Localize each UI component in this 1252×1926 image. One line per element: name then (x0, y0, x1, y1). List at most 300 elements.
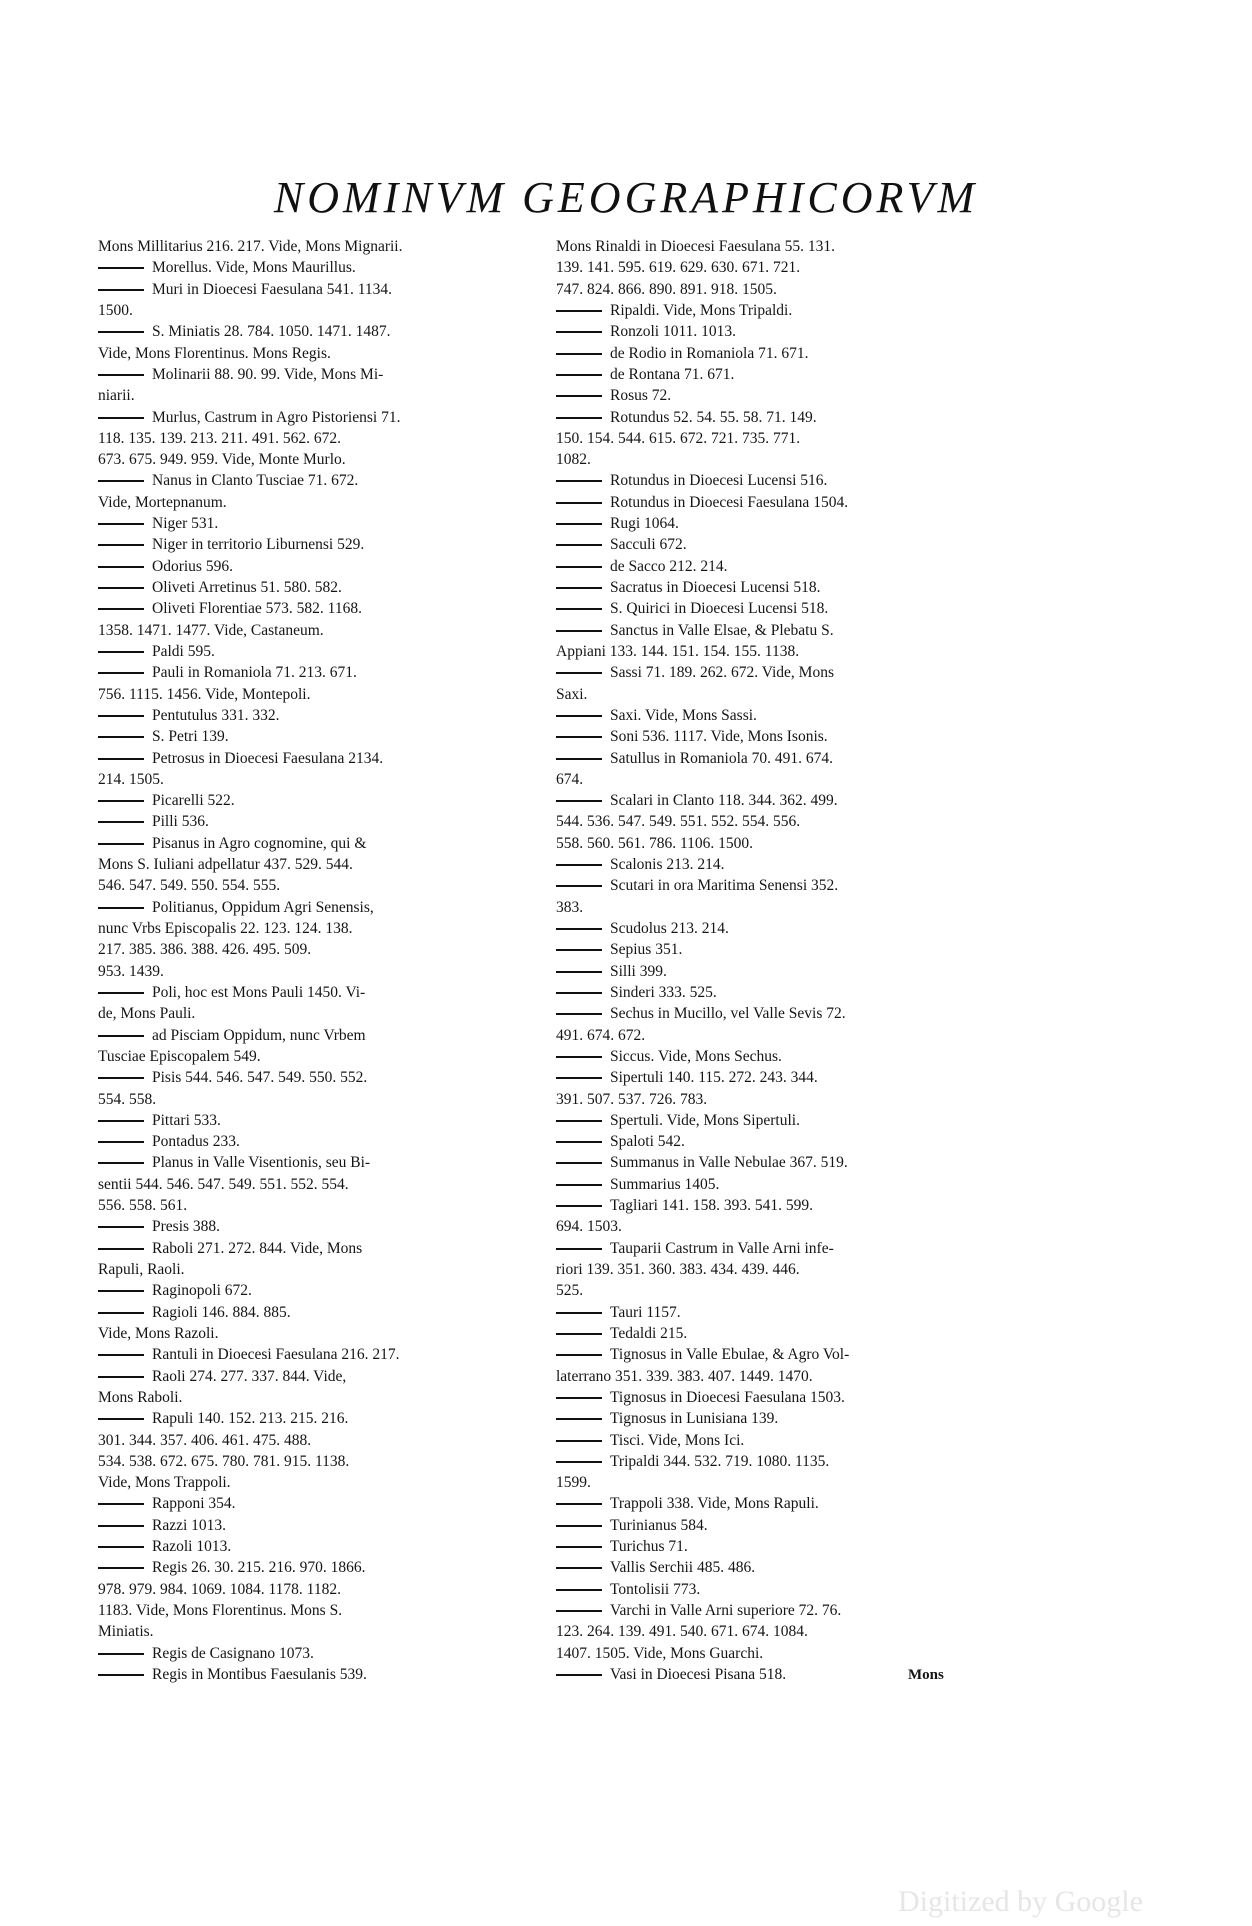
index-line-text: Miniatis. (98, 1623, 154, 1640)
repeat-dash (556, 608, 602, 610)
index-line-text: Molinarii 88. 90. 99. Vide, Mons Mi- (152, 366, 384, 383)
repeat-dash (98, 758, 144, 760)
index-line (556, 429, 1008, 449)
repeat-dash (556, 992, 602, 994)
index-line (556, 408, 1008, 428)
index-line (556, 1452, 1008, 1472)
index-line-text: Summanus in Valle Nebulae 367. 519. (610, 1154, 848, 1171)
index-line (98, 1303, 528, 1323)
page-title: NOMINVM GEOGRAPHICORVM (273, 173, 979, 222)
index-line (98, 1409, 528, 1429)
index-line-text: Saxi. (556, 686, 588, 703)
repeat-dash (556, 1440, 602, 1442)
index-line (98, 1665, 528, 1685)
index-line (98, 1175, 528, 1195)
index-line-text: Sassi 71. 189. 262. 672. Vide, Mons (610, 664, 834, 681)
repeat-dash (556, 758, 602, 760)
index-line-text: Ripaldi. Vide, Mons Tripaldi. (610, 302, 793, 319)
index-line (556, 1004, 1008, 1024)
index-line-text: Razoli 1013. (152, 1538, 232, 1555)
index-line-text: sentii 544. 546. 547. 549. 551. 552. 554. (98, 1176, 349, 1193)
index-line-text: Vide, Mortepnanum. (98, 494, 227, 511)
index-line (98, 727, 528, 747)
index-line-text: Sipertuli 140. 115. 272. 243. 344. (610, 1069, 818, 1086)
index-line (98, 429, 528, 449)
index-line-text: Sepius 351. (610, 941, 683, 958)
index-line-text: S. Miniatis 28. 784. 1050. 1471. 1487. (152, 323, 391, 340)
index-line-text: Presis 388. (152, 1218, 221, 1235)
index-line (98, 386, 528, 406)
index-line-text: Pittari 533. (152, 1112, 221, 1129)
index-line-text: 383. (556, 899, 584, 916)
index-line-text: Summarius 1405. (610, 1176, 720, 1193)
index-line (556, 962, 1008, 982)
index-line (556, 1047, 1008, 1067)
index-line-text: 673. 675. 949. 959. Vide, Monte Murlo. (98, 451, 346, 468)
index-line-text: 118. 135. 139. 213. 211. 491. 562. 672. (98, 430, 341, 447)
index-line-text: Satullus in Romaniola 70. 491. 674. (610, 750, 834, 767)
repeat-dash (98, 1290, 144, 1292)
index-line (98, 1047, 528, 1067)
index-line-text: Scalonis 213. 214. (610, 856, 725, 873)
index-line (556, 1622, 1008, 1642)
index-line-text: Pauli in Romaniola 71. 213. 671. (152, 664, 357, 681)
index-line (556, 1324, 1008, 1344)
index-line-text: Spertuli. Vide, Mons Sipertuli. (610, 1112, 800, 1129)
index-line (98, 301, 528, 321)
index-line (556, 1516, 1008, 1536)
index-line-text: Ronzoli 1011. 1013. (610, 323, 737, 340)
repeat-dash (98, 736, 144, 738)
repeat-dash (556, 949, 602, 951)
index-line (556, 386, 1008, 406)
repeat-dash (556, 1674, 602, 1676)
index-line (556, 1260, 1008, 1280)
index-line (98, 983, 528, 1003)
index-line (556, 237, 1008, 257)
repeat-dash (98, 374, 144, 376)
index-line-text: 1082. (556, 451, 591, 468)
repeat-dash (556, 1077, 602, 1079)
index-line-text: Raginopoli 672. (152, 1282, 252, 1299)
index-line-text: Nanus in Clanto Tusciae 71. 672. (152, 472, 359, 489)
index-line (556, 1494, 1008, 1514)
repeat-dash (556, 1248, 602, 1250)
index-line-text: Mons Rinaldi in Dioecesi Faesulana 55. 131. (556, 238, 835, 255)
index-line-text: Sinderi 333. 525. (610, 984, 717, 1001)
index-line-text: riori 139. 351. 360. 383. 434. 439. 446. (556, 1261, 800, 1278)
index-line-text: Rapuli, Raoli. (98, 1261, 185, 1278)
index-line-text: 1183. Vide, Mons Florentinus. Mons S. (98, 1602, 343, 1619)
index-line-text: Turichus 71. (610, 1538, 688, 1555)
index-line-text: Tignosus in Lunisiana 139. (610, 1410, 779, 1427)
index-line-text: Tignosus in Dioecesi Faesulana 1503. (610, 1389, 845, 1406)
index-line (556, 1196, 1008, 1216)
index-line (98, 1622, 528, 1642)
index-line (98, 685, 528, 705)
index-line-text: 694. 1503. (556, 1218, 622, 1235)
index-line (98, 1473, 528, 1493)
index-line (98, 791, 528, 811)
index-line-text: Planus in Valle Visentionis, seu Bi- (152, 1154, 371, 1171)
index-line-text: 1407. 1505. Vide, Mons Guarchi. (556, 1645, 764, 1662)
index-line-text: Morellus. Vide, Mons Maurillus. (152, 259, 356, 276)
index-line-text: Tusciae Episcopalem 549. (98, 1048, 261, 1065)
repeat-dash (556, 928, 602, 930)
repeat-dash (556, 1461, 602, 1463)
index-line (556, 1431, 1008, 1451)
index-line (556, 1303, 1008, 1323)
index-line (556, 812, 1008, 832)
index-line (556, 1644, 1008, 1664)
index-line-text: 534. 538. 672. 675. 780. 781. 915. 1138. (98, 1453, 350, 1470)
repeat-dash (556, 1503, 602, 1505)
index-line-text: Mons Raboli. (98, 1389, 183, 1406)
index-line-text: Pilli 536. (152, 813, 209, 830)
index-line (98, 876, 528, 896)
repeat-dash (98, 1376, 144, 1378)
index-line-text: Scalari in Clanto 118. 344. 362. 499. (610, 792, 838, 809)
repeat-dash (556, 1610, 602, 1612)
index-line-text: nunc Vrbs Episcopalis 22. 123. 124. 138. (98, 920, 353, 937)
repeat-dash (98, 544, 144, 546)
index-line-text: Tignosus in Valle Ebulae, & Agro Vol- (610, 1346, 850, 1363)
index-line-text: Niger 531. (152, 515, 219, 532)
index-line-text: Odorius 596. (152, 558, 233, 575)
index-line (556, 258, 1008, 278)
index-line (98, 578, 528, 598)
repeat-dash (556, 1525, 602, 1527)
index-line (98, 749, 528, 769)
index-line (556, 940, 1008, 960)
index-line (556, 663, 1008, 683)
index-line-text: Trappoli 338. Vide, Mons Rapuli. (610, 1495, 819, 1512)
index-line-text: Regis 26. 30. 215. 216. 970. 1866. (152, 1559, 366, 1576)
index-line (556, 685, 1008, 705)
repeat-dash (556, 523, 602, 525)
index-line-text: Rugi 1064. (610, 515, 679, 532)
repeat-dash (556, 1546, 602, 1548)
index-line-text: Pisanus in Agro cognomine, qui & (152, 835, 367, 852)
repeat-dash (556, 971, 602, 973)
index-line-text: Tedaldi 215. (610, 1325, 688, 1342)
index-line-text: Rotundus 52. 54. 55. 58. 71. 149. (610, 409, 817, 426)
index-line-text: 491. 674. 672. (556, 1027, 646, 1044)
repeat-dash (98, 1418, 144, 1420)
index-line-text: Tauparii Castrum in Valle Arni infe- (610, 1240, 834, 1257)
index-line-text: S. Quirici in Dioecesi Lucensi 518. (610, 600, 829, 617)
index-line-text: 558. 560. 561. 786. 1106. 1500. (556, 835, 754, 852)
index-line-text: Oliveti Arretinus 51. 580. 582. (152, 579, 342, 596)
index-line (98, 514, 528, 534)
index-line (98, 1239, 528, 1259)
index-line-text: Rotundus in Dioecesi Lucensi 516. (610, 472, 828, 489)
index-line-text: Politianus, Oppidum Agri Senensis, (152, 899, 374, 916)
index-line-text: Siccus. Vide, Mons Sechus. (610, 1048, 782, 1065)
index-line (556, 599, 1008, 619)
index-line (98, 1644, 528, 1664)
index-line-text: 214. 1505. (98, 771, 164, 788)
index-line (556, 1026, 1008, 1046)
repeat-dash (98, 1546, 144, 1548)
index-line-text: Appiani 133. 144. 151. 154. 155. 1138. (556, 643, 800, 660)
index-line-text: Vide, Mons Trappoli. (98, 1474, 231, 1491)
repeat-dash (556, 672, 602, 674)
index-line-text: Soni 536. 1117. Vide, Mons Isonis. (610, 728, 828, 745)
index-line (556, 770, 1008, 790)
index-line-text: Turinianus 584. (610, 1517, 708, 1534)
repeat-dash (556, 1056, 602, 1058)
index-line (98, 706, 528, 726)
index-line-text: Tauri 1157. (610, 1304, 681, 1321)
index-line-text: 546. 547. 549. 550. 554. 555. (98, 877, 281, 894)
index-line-text: 674. (556, 771, 584, 788)
index-line-text: Mons S. Iuliani adpellatur 437. 529. 544. (98, 856, 353, 873)
index-line (98, 919, 528, 939)
index-line-text: Niger in territorio Liburnensi 529. (152, 536, 365, 553)
index-line (556, 1473, 1008, 1493)
index-line (98, 1026, 528, 1046)
index-line (556, 578, 1008, 598)
repeat-dash (556, 1312, 602, 1314)
index-line-text: Scudolus 213. 214. (610, 920, 729, 937)
index-line (98, 770, 528, 790)
index-line (556, 919, 1008, 939)
index-line (98, 237, 528, 257)
index-line-text: Picarelli 522. (152, 792, 235, 809)
index-line (98, 1111, 528, 1131)
index-line (98, 1132, 528, 1152)
repeat-dash (98, 1120, 144, 1122)
index-line (98, 834, 528, 854)
index-line-text: Varchi in Valle Arni superiore 72. 76. (610, 1602, 842, 1619)
repeat-dash (98, 1503, 144, 1505)
repeat-dash (98, 566, 144, 568)
repeat-dash (98, 1226, 144, 1228)
index-line (98, 1537, 528, 1557)
index-line (556, 1239, 1008, 1259)
index-line (556, 344, 1008, 364)
repeat-dash (98, 1077, 144, 1079)
index-line (556, 493, 1008, 513)
index-line-text: laterrano 351. 339. 383. 407. 1449. 1470. (556, 1368, 813, 1385)
index-line (556, 642, 1008, 662)
repeat-dash (98, 672, 144, 674)
repeat-dash (98, 289, 144, 291)
index-line (98, 1431, 528, 1451)
index-line (556, 834, 1008, 854)
index-line (556, 322, 1008, 342)
index-line-text: 139. 141. 595. 619. 629. 630. 671. 721. (556, 259, 801, 276)
index-line (98, 898, 528, 918)
repeat-dash (98, 821, 144, 823)
index-line (98, 1068, 528, 1088)
index-line (556, 983, 1008, 1003)
index-line-text: Paldi 595. (152, 643, 215, 660)
index-line-text: Pentutulus 331. 332. (152, 707, 280, 724)
repeat-dash (98, 608, 144, 610)
repeat-dash (556, 331, 602, 333)
repeat-dash (556, 544, 602, 546)
repeat-dash (556, 1589, 602, 1591)
index-line-text: de Rontana 71. 671. (610, 366, 735, 383)
index-line (98, 1260, 528, 1280)
index-line (556, 557, 1008, 577)
repeat-dash (556, 885, 602, 887)
index-line-text: Sacculi 672. (610, 536, 687, 553)
index-line-text: 1358. 1471. 1477. Vide, Castaneum. (98, 622, 324, 639)
index-line (556, 621, 1008, 641)
repeat-dash (98, 992, 144, 994)
index-line-text: Murlus, Castrum in Agro Pistoriensi 71. (152, 409, 401, 426)
index-line-text: Vallis Serchii 485. 486. (610, 1559, 756, 1576)
index-line-text: Raoli 274. 277. 337. 844. Vide, (152, 1368, 347, 1385)
repeat-dash (556, 1184, 602, 1186)
index-line-text: de, Mons Pauli. (98, 1005, 196, 1022)
index-line-text: 1500. (98, 302, 133, 319)
index-line-text: 217. 385. 386. 388. 426. 495. 509. (98, 941, 312, 958)
index-line (556, 749, 1008, 769)
repeat-dash (98, 1653, 144, 1655)
index-line (98, 1367, 528, 1387)
index-line-text: 150. 154. 544. 615. 672. 721. 735. 771. (556, 430, 801, 447)
index-line (98, 1324, 528, 1344)
index-line-text: Pisis 544. 546. 547. 549. 550. 552. (152, 1069, 368, 1086)
index-line (556, 450, 1008, 470)
index-line-text: Scutari in ora Maritima Senensi 352. (610, 877, 839, 894)
repeat-dash (556, 417, 602, 419)
index-line (556, 855, 1008, 875)
repeat-dash (556, 480, 602, 482)
index-line (98, 450, 528, 470)
index-line (98, 280, 528, 300)
repeat-dash (98, 1674, 144, 1676)
index-line-text: Pontadus 233. (152, 1133, 240, 1150)
index-line-text: Spaloti 542. (610, 1133, 685, 1150)
index-line (98, 663, 528, 683)
index-line-text: Poli, hoc est Mons Pauli 1450. Vi- (152, 984, 366, 1001)
index-line (98, 344, 528, 364)
index-line-text: Rotundus in Dioecesi Faesulana 1504. (610, 494, 849, 511)
repeat-dash (556, 1013, 602, 1015)
index-line-text: Tontolisii 773. (610, 1581, 701, 1598)
index-line (556, 706, 1008, 726)
repeat-dash (556, 800, 602, 802)
index-line-text: Rapponi 354. (152, 1495, 236, 1512)
repeat-dash (556, 715, 602, 717)
repeat-dash (98, 800, 144, 802)
repeat-dash (556, 736, 602, 738)
catchword: Mons (908, 1667, 944, 1683)
index-line (556, 1367, 1008, 1387)
index-line (98, 1601, 528, 1621)
repeat-dash (556, 374, 602, 376)
index-line-text: Tripaldi 344. 532. 719. 1080. 1135. (610, 1453, 830, 1470)
repeat-dash (556, 310, 602, 312)
index-line (556, 898, 1008, 918)
index-line (556, 1175, 1008, 1195)
repeat-dash (556, 1162, 602, 1164)
index-line-text: Sanctus in Valle Elsae, & Plebatu S. (610, 622, 834, 639)
index-line-text: Regis de Casignano 1073. (152, 1645, 314, 1662)
index-line-text: 525. (556, 1282, 584, 1299)
index-line-text: S. Petri 139. (152, 728, 229, 745)
index-line (98, 812, 528, 832)
index-line-text: Oliveti Florentiae 573. 582. 1168. (152, 600, 362, 617)
repeat-dash (98, 523, 144, 525)
index-line-text: Muri in Dioecesi Faesulana 541. 1134. (152, 281, 393, 298)
index-line-text: Saxi. Vide, Mons Sassi. (610, 707, 757, 724)
repeat-dash (98, 1567, 144, 1569)
index-line-text: 978. 979. 984. 1069. 1084. 1178. 1182. (98, 1581, 341, 1598)
index-line (98, 962, 528, 982)
index-line-text: Rantuli in Dioecesi Faesulana 216. 217. (152, 1346, 400, 1363)
index-line (98, 621, 528, 641)
index-line (556, 791, 1008, 811)
index-line (98, 1217, 528, 1237)
index-line (556, 1601, 1008, 1621)
index-line (556, 727, 1008, 747)
repeat-dash (556, 1205, 602, 1207)
index-line (556, 1281, 1008, 1301)
index-line-text: 554. 558. (98, 1091, 157, 1108)
index-line (98, 1090, 528, 1110)
index-line-text: 123. 264. 139. 491. 540. 671. 674. 1084. (556, 1623, 808, 1640)
repeat-dash (556, 1141, 602, 1143)
index-line-text: 1599. (556, 1474, 591, 1491)
repeat-dash (556, 1333, 602, 1335)
index-line (98, 940, 528, 960)
index-line-text: Regis in Montibus Faesulanis 539. (152, 1666, 367, 1683)
repeat-dash (556, 1418, 602, 1420)
index-line-text: 556. 558. 561. (98, 1197, 188, 1214)
repeat-dash (556, 1397, 602, 1399)
index-line-text: Vasi in Dioecesi Pisana 518. (610, 1666, 787, 1683)
index-line-text: Silli 399. (610, 963, 667, 980)
index-line-text: Tisci. Vide, Mons Ici. (610, 1432, 745, 1449)
index-line-text: Vide, Mons Florentinus. Mons Regis. (98, 345, 331, 362)
index-line (556, 1111, 1008, 1131)
index-line (98, 1004, 528, 1024)
index-line (98, 493, 528, 513)
repeat-dash (556, 395, 602, 397)
index-line (556, 1345, 1008, 1365)
index-line-text: ad Pisciam Oppidum, nunc Vrbem (152, 1027, 366, 1044)
index-line (556, 1580, 1008, 1600)
repeat-dash (98, 651, 144, 653)
repeat-dash (98, 1525, 144, 1527)
index-line (98, 365, 528, 385)
repeat-dash (98, 331, 144, 333)
index-line (556, 1388, 1008, 1408)
index-line-text: 756. 1115. 1456. Vide, Montepoli. (98, 686, 311, 703)
repeat-dash (98, 417, 144, 419)
index-line (98, 642, 528, 662)
repeat-dash (98, 1354, 144, 1356)
index-line (556, 1409, 1008, 1429)
index-line-text: Rosus 72. (610, 387, 672, 404)
repeat-dash (98, 480, 144, 482)
repeat-dash (98, 1312, 144, 1314)
repeat-dash (98, 267, 144, 269)
repeat-dash (556, 864, 602, 866)
index-line (98, 1281, 528, 1301)
index-line (98, 322, 528, 342)
index-line (98, 1558, 528, 1578)
index-line (98, 1494, 528, 1514)
repeat-dash (556, 587, 602, 589)
index-line (556, 1068, 1008, 1088)
